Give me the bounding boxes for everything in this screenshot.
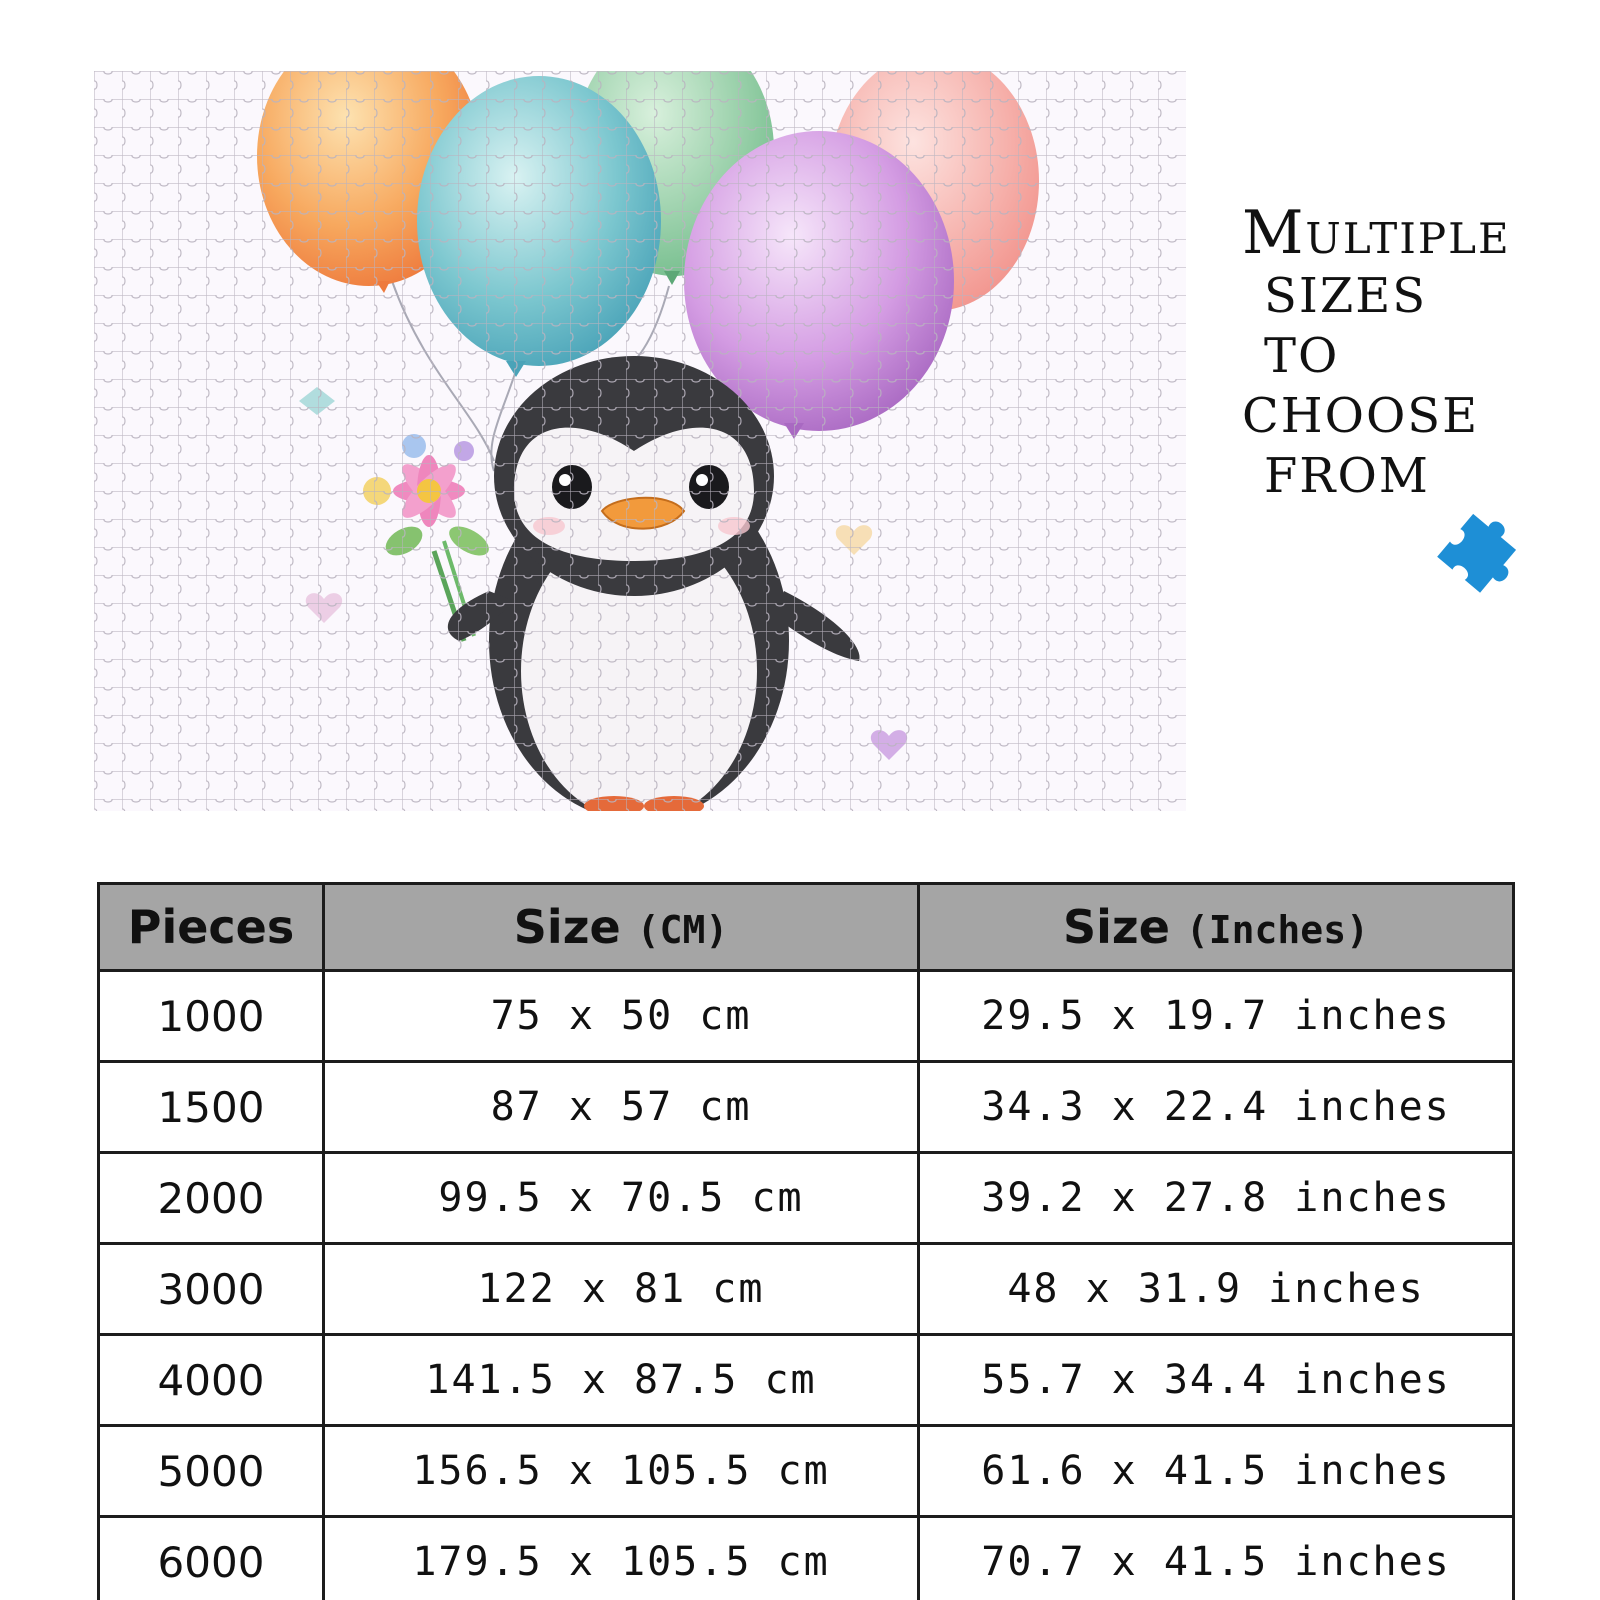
- heading-line-4: CHOOSE: [1242, 388, 1480, 444]
- heading-line-3: TO: [1264, 328, 1340, 384]
- heading-line-1: Multiple: [1242, 198, 1511, 268]
- cell-pieces: 5000: [99, 1426, 324, 1517]
- header-size-cm-unit: (CM): [636, 908, 729, 952]
- puzzle-image: [94, 71, 1186, 811]
- cell-size-cm: 122 x 81 cm: [324, 1244, 919, 1335]
- cell-size-inches: 48 x 31.9 inches: [919, 1244, 1514, 1335]
- puzzle-piece-icon: [1432, 500, 1532, 600]
- cell-size-cm: 75 x 50 cm: [324, 971, 919, 1062]
- table-row: [99, 1244, 1514, 1335]
- header-size-inches-label: Size: [1063, 900, 1170, 954]
- cell-size-cm: 141.5 x 87.5 cm: [324, 1335, 919, 1426]
- cell-size-inches: 29.5 x 19.7 inches: [919, 971, 1514, 1062]
- cell-size-inches: 39.2 x 27.8 inches: [919, 1153, 1514, 1244]
- cell-size-inches: 34.3 x 22.4 inches: [919, 1062, 1514, 1153]
- cell-pieces: 1500: [99, 1062, 324, 1153]
- cell-size-inches: 70.7 x 41.5 inches: [919, 1517, 1514, 1600]
- header-size-inches-unit: (Inches): [1185, 908, 1369, 952]
- table-row: [99, 1426, 1514, 1517]
- cell-pieces: 6000: [99, 1517, 324, 1600]
- table-row: [99, 1153, 1514, 1244]
- table-row: [99, 1517, 1514, 1600]
- multiple-sizes-heading: [1242, 200, 1582, 506]
- cell-size-inches: 61.6 x 41.5 inches: [919, 1426, 1514, 1517]
- table-row: [99, 971, 1514, 1062]
- cell-size-cm: 179.5 x 105.5 cm: [324, 1517, 919, 1600]
- header-size-inches: [919, 884, 1514, 971]
- cell-size-cm: 99.5 x 70.5 cm: [324, 1153, 919, 1244]
- size-table: [97, 882, 1515, 1600]
- header-size-cm-label: Size: [513, 900, 621, 954]
- cell-pieces: 3000: [99, 1244, 324, 1335]
- header-size-cm: [324, 884, 919, 971]
- cell-size-cm: 87 x 57 cm: [324, 1062, 919, 1153]
- heading-line-2: SIZES: [1264, 268, 1428, 324]
- cell-pieces: 2000: [99, 1153, 324, 1244]
- cell-pieces: 1000: [99, 971, 324, 1062]
- table-row: [99, 1335, 1514, 1426]
- header-pieces: Pieces: [99, 884, 324, 971]
- table-row: [99, 1062, 1514, 1153]
- table-header-row: [99, 884, 1514, 971]
- cell-size-cm: 156.5 x 105.5 cm: [324, 1426, 919, 1517]
- cell-size-inches: 55.7 x 34.4 inches: [919, 1335, 1514, 1426]
- cell-pieces: 4000: [99, 1335, 324, 1426]
- heading-line-5: FROM: [1264, 448, 1430, 504]
